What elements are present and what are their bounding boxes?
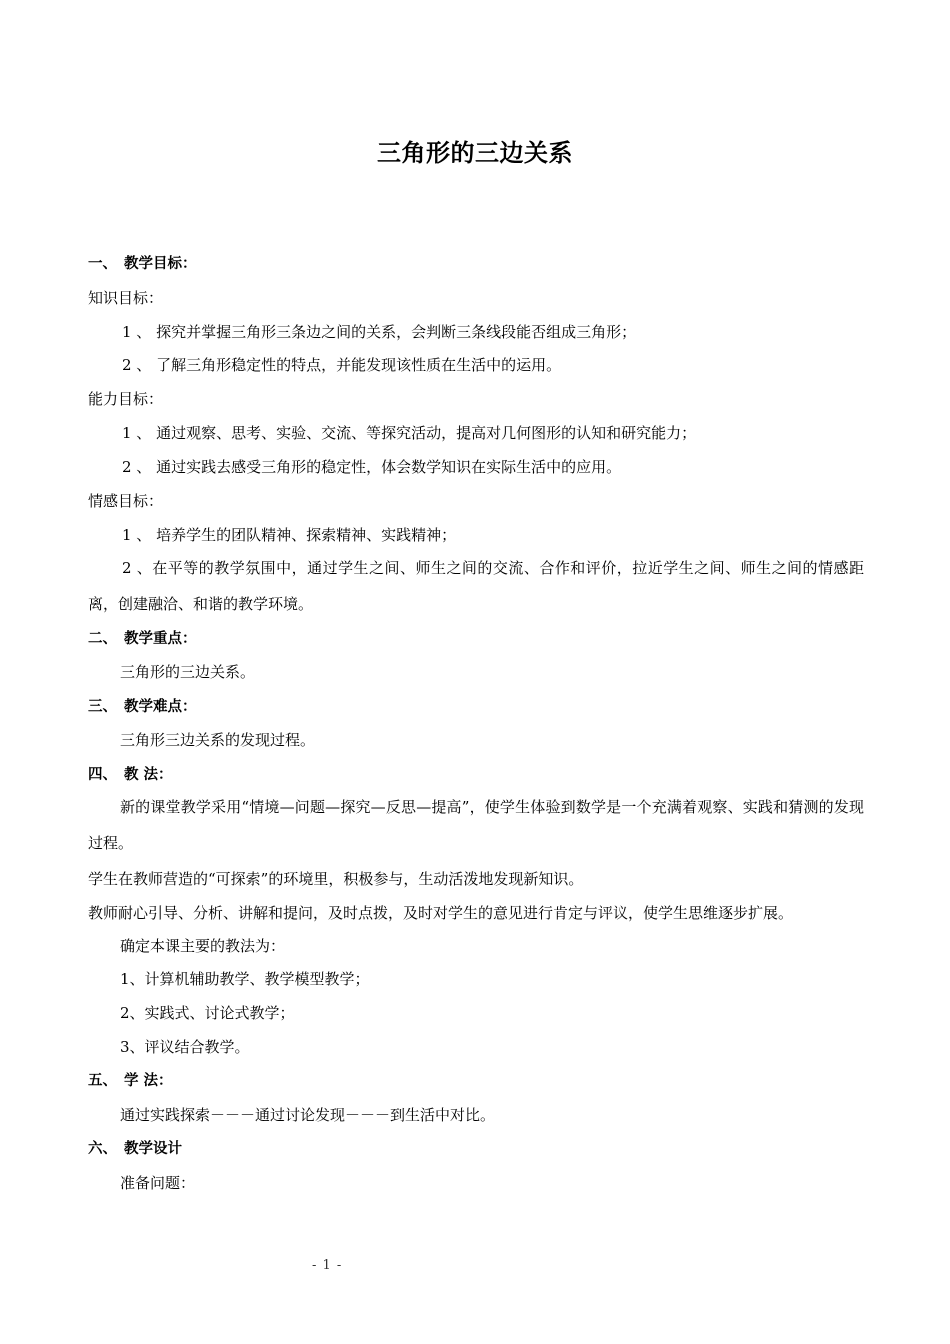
section-4-number: 四、 — [88, 767, 117, 783]
teaching-method-paragraph-2: 学生在教师营造的“可探索”的环境里，积极参与，生动活泼地发现新知识。 — [88, 870, 584, 888]
section-2-number: 二、 — [88, 631, 117, 647]
page-number: - 1 - — [312, 1258, 343, 1273]
knowledge-goal-2: 2 、 了解三角形稳定性的特点，并能发现该性质在生活中的运用。 — [122, 356, 562, 374]
ability-goals-label: 能力目标： — [88, 390, 164, 408]
knowledge-goals-label: 知识目标： — [88, 289, 164, 307]
teaching-focus-text: 三角形的三边关系。 — [120, 663, 256, 681]
emotion-goals-label: 情感目标： — [88, 492, 164, 510]
teaching-method-item-2: 2、实践式、讨论式教学； — [120, 1004, 295, 1022]
teaching-difficulty-text: 三角形三边关系的发现过程。 — [120, 731, 316, 749]
section-6-title: 教学设计 — [124, 1141, 182, 1157]
section-5-title: 学 法： — [124, 1073, 173, 1089]
section-5-heading — [88, 1071, 173, 1091]
section-6-number: 六、 — [88, 1141, 117, 1157]
learning-method-text: 通过实践探索－－－通过讨论发现－－－到生活中对比。 — [120, 1106, 496, 1124]
teaching-method-paragraph-1: 新的课堂教学采用“情境—问题—探究—反思—提高”，使学生体验到数学是一个充满着观察、实践和猜测的发现过程。 — [88, 798, 864, 852]
section-3-heading — [88, 697, 197, 717]
section-2-heading — [88, 629, 197, 649]
section-1-number: 一、 — [88, 256, 117, 272]
section-2-title: 教学重点： — [124, 631, 197, 647]
teaching-method-intro: 确定本课主要的教法为： — [120, 937, 286, 955]
teaching-method-paragraph-3: 教师耐心引导、分析、讲解和提问，及时点拨，及时对学生的意见进行肯定与评议，使学生思维逐步扩展。 — [88, 904, 794, 922]
section-6-heading — [88, 1139, 182, 1159]
ability-goal-2: 2 、 通过实践去感受三角形的稳定性，体会数学知识在实际生活中的应用。 — [122, 458, 622, 476]
section-5-number: 五、 — [88, 1073, 117, 1089]
section-3-number: 三、 — [88, 699, 117, 715]
ability-goal-1: 1 、 通过观察、思考、实验、交流、等探究活动，提高对几何图形的认知和研究能力； — [122, 424, 697, 442]
teaching-method-item-3: 3、评议结合教学。 — [120, 1038, 250, 1056]
prepare-questions-label: 准备问题： — [120, 1174, 196, 1192]
knowledge-goal-1: 1 、 探究并掌握三角形三条边之间的关系，会判断三条线段能否组成三角形； — [122, 323, 637, 341]
section-1-title: 教学目标： — [124, 256, 197, 272]
section-4-title: 教 法： — [124, 767, 173, 783]
teaching-method-item-1: 1、计算机辅助教学、教学模型教学； — [120, 970, 370, 988]
document-title: 三角形的三边关系 — [377, 139, 573, 167]
section-3-title: 教学难点： — [124, 699, 197, 715]
emotion-goal-2: 2 、在平等的教学氛围中，通过学生之间、师生之间的交流、合作和评价，拉近学生之间、师生之间的情感距离，创建融洽、和谐的教学环境。 — [88, 559, 864, 613]
section-4-heading — [88, 765, 173, 785]
emotion-goal-1: 1 、 培养学生的团队精神、探索精神、实践精神； — [122, 526, 457, 544]
section-1-heading — [88, 254, 197, 274]
